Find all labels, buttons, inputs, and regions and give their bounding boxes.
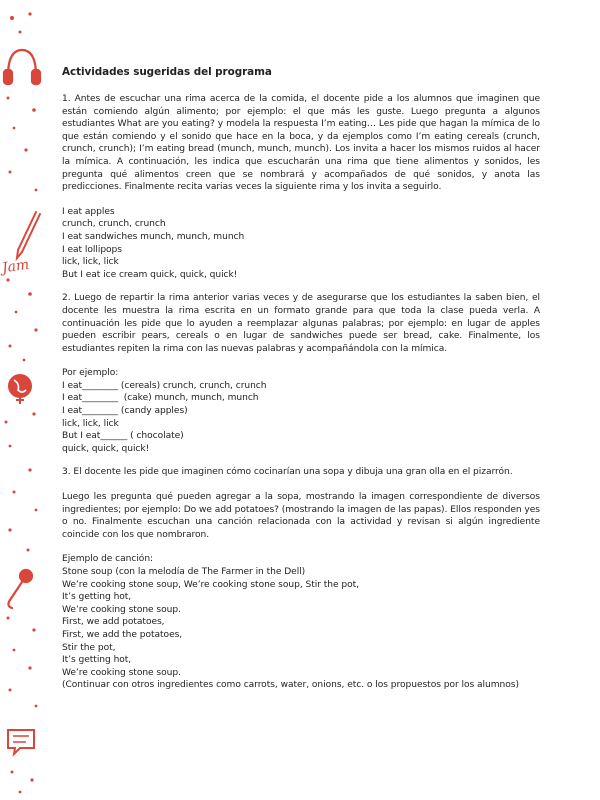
headphones-icon: [4, 50, 40, 84]
rhyme-line: lick, lick, lick: [62, 257, 119, 268]
rhyme-line: crunch, crunch, crunch: [62, 219, 166, 230]
song-line: First, we add potatoes,: [62, 617, 165, 628]
song-line: Stone soup (con la melodía de The Farmer in the Dell): [62, 567, 306, 577]
example-line: I eat________ (cereals) crunch, crunch, crunch: [62, 380, 267, 391]
activity-2-paragraph: 2. Luego de repartir la rima anterior varias veces y de asegurarse que los estudiantes la saben bien, el docente les muestra la rima escrita en un formato grande para que toda la clase pueda verla. A continuación les pide que lo ayuden a reemplazar algunas palabras; por ejemplo: en lugar de apples pueden escribir pears, cereals o en lugar de sandwiches puede ser bread, cake. Finalmente, los estudiantes repiten la rima con las nuevas palabras y acompañándola con la mímica.: [62, 293, 540, 354]
left-decorative-border: [0, 0, 52, 800]
example-line: lick, lick, lick: [62, 418, 119, 429]
song-line: (Continuar con otros ingredientes como carrots, water, onions, etc. o los propuestos por los alumnos): [62, 680, 519, 691]
rhyme-line: I eat apples: [62, 206, 115, 217]
page-title: Actividades sugeridas del programa: [62, 66, 272, 78]
globe-icon: [9, 375, 31, 404]
activity-1-paragraph: 1. Antes de escuchar una rima acerca de la comida, el docente pide a los alumnos que imaginen que están comiendo algún alimento; por ejemplo: el que más les guste. Luego pregunta a algunos estudiantes What are you eating? y modela la respuesta I’m eating… Les pide que hagan la mímica de lo que están comiendo y el sonido que hace en la boca, y da ejemplos como I’m eating cereals (crunch, crunch, crunch); I’m eating bread (munch, munch, munch). Los invita a hacer los mismos ruidos al hacer la mímica. A continuación, les indica que escucharán una rima que tiene alimentos y sonidos, les pregunta qué alimentos creen que se nombrará y acompañados de qué sonidos, y anota las predicciones. Finalmente recita varias veces la siguiente rima y los invita a seguirlo.: [62, 94, 540, 193]
song-line: Stir the pot,: [62, 642, 116, 653]
pencil-icon: [17, 212, 40, 258]
song-line: Ejemplo de canción:: [62, 554, 154, 565]
song-line: It’s getting hot,: [62, 655, 132, 666]
rhyme-line: I eat lollipops: [62, 244, 122, 255]
jam-doodle: Jam: [1, 256, 31, 277]
example-line: But I eat______ ( chocolate): [62, 431, 184, 442]
rhyme-2-example: [62, 367, 540, 455]
song-example: [62, 553, 540, 692]
document-body: [62, 66, 540, 703]
activity-3-paragraph: 3. El docente les pide que imaginen cómo cocinarían una sopa y dibuja una gran olla en el pizarrón.: [62, 467, 513, 478]
example-line: I eat________ (cake) munch, munch, munch: [62, 393, 259, 404]
song-line: We’re cooking stone soup, We’re cooking stone soup, Stir the pot,: [62, 579, 359, 590]
activity-3-detail-paragraph: Luego les pregunta qué pueden agregar a la sopa, mostrando la imagen correspondiente de diversos ingredientes; por ejemplo: Do we add potatoes? (mostrando la imagen de las papas). Ellos responden yes o no. Finalmente escuchan una canción relacionada con la actividad y revisan si algún ingrediente coincide con los que nombraron.: [62, 492, 540, 540]
speech-bubble-icon: [8, 730, 34, 754]
example-line: I eat________ (candy apples): [62, 406, 188, 417]
microphone-icon: [8, 570, 32, 608]
rhyme-line: But I eat ice cream quick, quick, quick!: [62, 269, 238, 280]
song-line: It’s getting hot,: [62, 592, 132, 603]
song-line: We’re cooking stone soup.: [62, 667, 181, 678]
scattered-dots: [5, 12, 38, 793]
example-line: Por ejemplo:: [62, 368, 119, 379]
song-line: First, we add the potatoes,: [62, 629, 183, 640]
song-line: We’re cooking stone soup.: [62, 604, 181, 615]
example-line: quick, quick, quick!: [62, 443, 150, 454]
rhyme-line: I eat sandwiches munch, munch, munch: [62, 231, 245, 242]
rhyme-1: [62, 206, 540, 282]
